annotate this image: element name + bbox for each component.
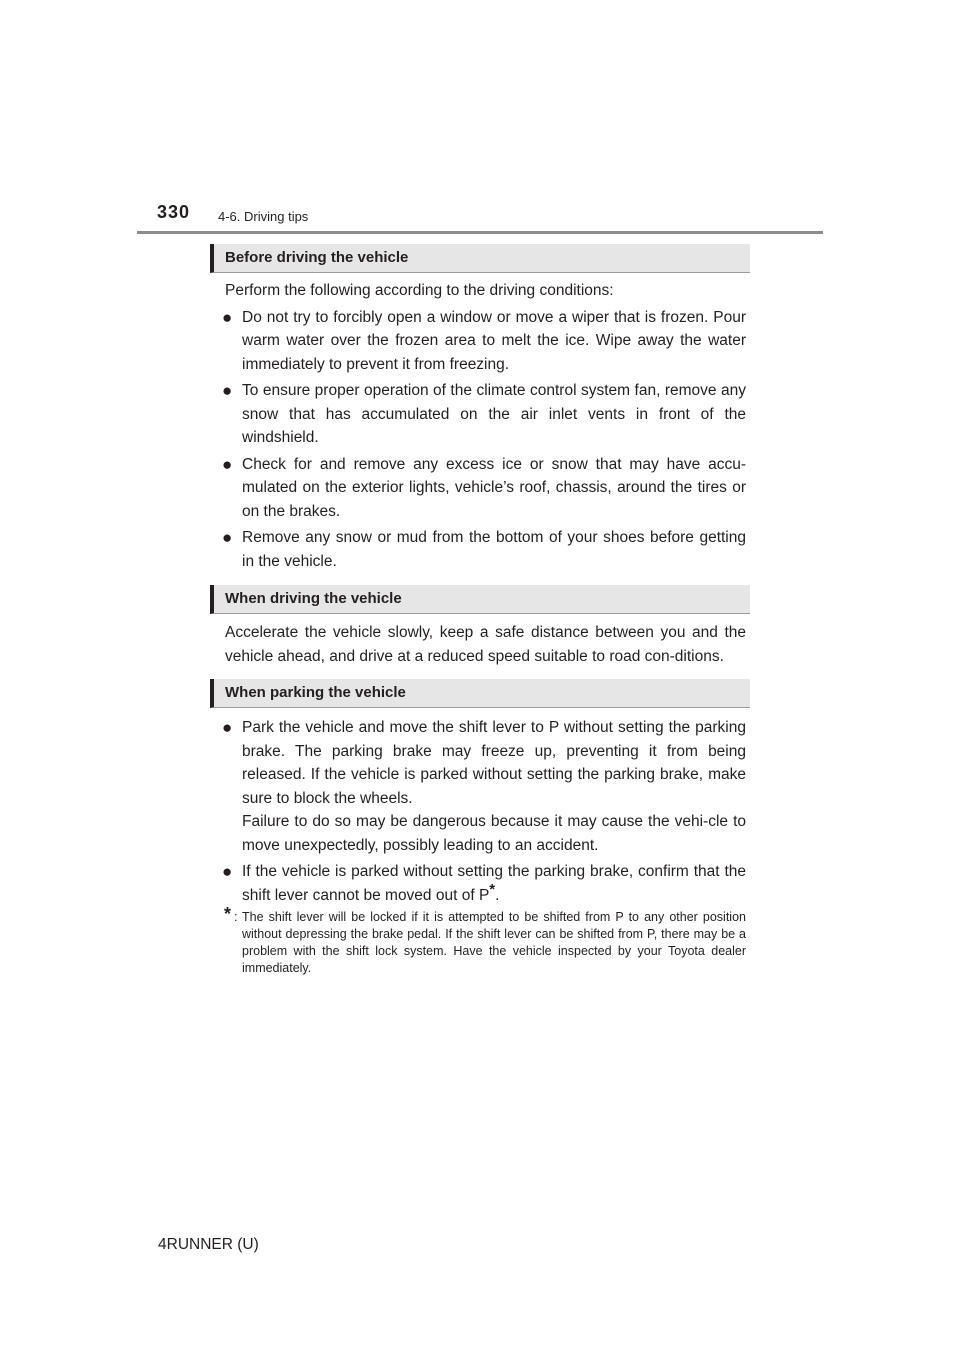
bullet-icon: ● xyxy=(222,381,233,400)
list-item xyxy=(210,306,750,377)
bullet-icon: ● xyxy=(222,862,233,881)
footer-model: 4RUNNER (U) xyxy=(158,1236,259,1253)
footnote-marker: * xyxy=(224,904,232,924)
footnote-colon: : xyxy=(234,910,238,924)
footnote-reference: * xyxy=(489,880,496,898)
section-heading-before-driving: Before driving the vehicle xyxy=(210,244,750,273)
section-title: 4-6. Driving tips xyxy=(218,209,309,224)
page-content xyxy=(210,244,750,977)
page-number: 330 xyxy=(157,202,191,222)
before-driving-intro: Perform the following according to the driving conditions: xyxy=(225,282,614,299)
section-heading-when-driving: When driving the vehicle xyxy=(210,585,750,614)
list-item-text: Park the vehicle and move the shift lever to P without setting the parking brake. The parking brake may freeze up, preventing it from being released. If the vehicle is parked without setting the parking brake, make sure to block the wheels. xyxy=(242,719,746,807)
when-driving-text: Accelerate the vehicle slowly, keep a safe distance between you and the vehicle ahead, and drive at a reduced speed suitable to road con-ditions. xyxy=(225,624,746,665)
bullet-icon: ● xyxy=(222,454,233,474)
list-item xyxy=(210,860,750,907)
list-item-note: Failure to do so may be dangerous because it may cause the vehi-cle to move unexpectedly, possibly leading to an accident. xyxy=(242,813,746,854)
list-item-text: If the vehicle is parked without setting the parking brake, confirm that the shift lever cannot be moved out of P xyxy=(242,863,746,904)
list-item-text: To ensure proper operation of the climate control system fan, remove any snow that has accumulated on the air inlet vents in front of the windshield. xyxy=(242,382,746,446)
footnote-text: The shift lever will be locked if it is attempted to be shifted from P to any other position without depressing the brake pedal. If the shift lever can be shifted from P, there may be a problem with the shift lock system. Have the vehicle inspected by your Toyota dealer immediately. xyxy=(242,910,746,975)
list-item xyxy=(210,526,750,573)
sentence-end: . xyxy=(495,886,500,904)
bullet-icon: ● xyxy=(222,307,233,327)
header-rule xyxy=(137,231,823,234)
bullet-icon: ● xyxy=(222,528,233,547)
list-item-text: Check for and remove any excess ice or snow that may have accu-mulated on the exterior lights, vehicle’s roof, chassis, around the tires or on the brakes. xyxy=(242,455,746,520)
list-item-text: Remove any snow or mud from the bottom of your shoes before getting in the vehicle. xyxy=(242,529,746,570)
list-item xyxy=(210,379,750,450)
footnote xyxy=(210,904,750,977)
list-item-text: Do not try to forcibly open a window or move a wiper that is frozen. Pour warm water over the frozen area to melt the ice. Wipe away the water immediately to prevent it from freezing. xyxy=(242,308,746,373)
list-item xyxy=(210,453,750,524)
section-heading-when-parking: When parking the vehicle xyxy=(210,679,750,708)
list-item xyxy=(210,716,750,857)
bullet-icon: ● xyxy=(222,718,233,737)
